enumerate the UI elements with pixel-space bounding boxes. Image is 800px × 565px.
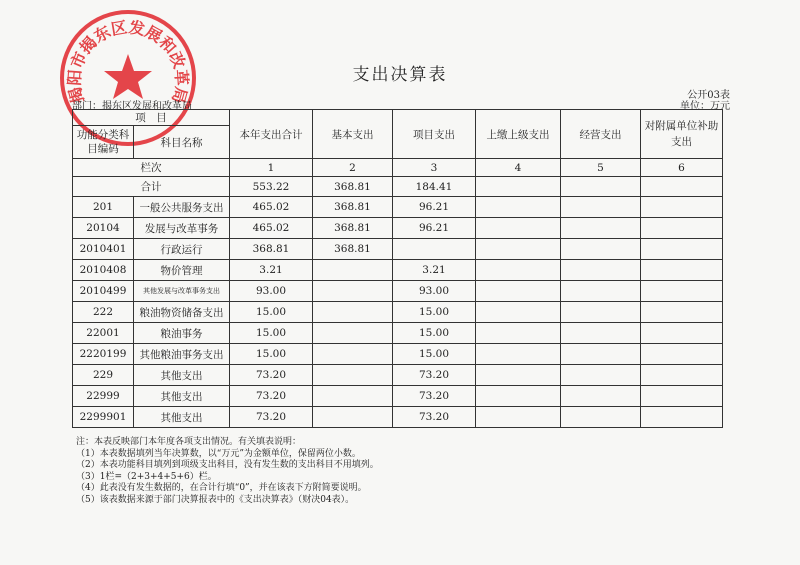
row-code: 2010499 — [73, 281, 134, 302]
table-row — [73, 407, 723, 428]
total-label: 合计 — [73, 177, 230, 197]
row-name: 其他发展与改革事务支出 — [134, 281, 230, 302]
row-value: 73.20 — [230, 386, 313, 407]
col-number: 5 — [561, 159, 641, 177]
seal-text: 揭阳市揭东区发展和改革局 — [64, 17, 192, 106]
row-value: 465.02 — [230, 218, 313, 239]
row-value: 15.00 — [230, 302, 313, 323]
table-row — [73, 239, 723, 260]
row-value — [641, 365, 723, 386]
row-name: 其他支出 — [134, 386, 230, 407]
total-cell: 553.22 — [230, 177, 313, 197]
note-line: （3）1栏=（2+3+4+5+6）栏。 — [76, 471, 217, 482]
row-value — [561, 323, 641, 344]
table-row — [73, 260, 723, 281]
row-name: 其他粮油事务支出 — [134, 344, 230, 365]
row-value — [313, 302, 393, 323]
row-value: 368.81 — [313, 197, 393, 218]
row-value: 73.20 — [393, 407, 476, 428]
row-value: 3.21 — [230, 260, 313, 281]
row-value — [641, 218, 723, 239]
row-value — [476, 344, 561, 365]
row-value — [476, 323, 561, 344]
row-value — [476, 302, 561, 323]
row-value: 93.00 — [393, 281, 476, 302]
total-row — [73, 177, 723, 197]
note-line: 注：本表反映部门本年度各项支出情况。有关填表说明： — [76, 437, 302, 447]
col-number: 3 — [393, 159, 476, 177]
row-value — [313, 344, 393, 365]
note-line: （5）该表数据来源于部门决算报表中的《支出决算表》（财决04表）。 — [76, 494, 355, 505]
row-value — [476, 386, 561, 407]
header-col-4: 上缴上级支出 — [476, 110, 561, 159]
row-value — [561, 197, 641, 218]
row-value — [641, 302, 723, 323]
row-value: 93.00 — [230, 281, 313, 302]
row-value — [561, 239, 641, 260]
total-cell — [561, 177, 641, 197]
row-value: 73.20 — [230, 365, 313, 386]
page-title: 支出决算表 — [352, 65, 448, 85]
unit-label: 单位：万元 — [680, 101, 730, 112]
table-row — [73, 365, 723, 386]
row-value — [641, 344, 723, 365]
header-col-5: 经营支出 — [561, 110, 641, 159]
row-value: 96.21 — [393, 218, 476, 239]
row-code: 2299901 — [73, 407, 134, 428]
row-value — [313, 323, 393, 344]
col-number: 4 — [476, 159, 561, 177]
table-row — [73, 218, 723, 239]
row-value — [641, 407, 723, 428]
row-value — [476, 239, 561, 260]
row-value — [561, 344, 641, 365]
row-code: 2010408 — [73, 260, 134, 281]
row-code: 222 — [73, 302, 134, 323]
row-value — [313, 281, 393, 302]
row-value — [393, 239, 476, 260]
row-value — [561, 365, 641, 386]
header-item: 项 目 — [73, 110, 230, 126]
note-line: （1）本表数据填列当年决算数，以“万元”为金额单位，保留两位小数。 — [76, 448, 361, 459]
table-row — [73, 302, 723, 323]
row-value: 73.20 — [393, 365, 476, 386]
row-value: 3.21 — [393, 260, 476, 281]
department-label: 部门：揭东区发展和改革局 — [72, 101, 192, 112]
row-value — [641, 260, 723, 281]
row-value — [476, 197, 561, 218]
header-col-1: 本年支出合计 — [230, 110, 313, 159]
row-value: 96.21 — [393, 197, 476, 218]
row-value: 465.02 — [230, 197, 313, 218]
note-line: （2）本表功能科目填列到项级支出科目，没有发生数的支出科目不用填列。 — [76, 460, 379, 471]
col-number: 2 — [313, 159, 393, 177]
row-value — [313, 260, 393, 281]
expenditure-table — [72, 109, 723, 428]
col-number-label: 栏次 — [73, 159, 230, 177]
row-code: 20104 — [73, 218, 134, 239]
table-row — [73, 197, 723, 218]
header-col-3: 项目支出 — [393, 110, 476, 159]
row-value — [641, 386, 723, 407]
col-number: 1 — [230, 159, 313, 177]
header-name: 科目名称 — [134, 126, 230, 159]
table-notes — [76, 437, 379, 507]
row-value: 15.00 — [393, 323, 476, 344]
form-number: 公开03表 — [687, 90, 730, 101]
row-name: 其他支出 — [134, 365, 230, 386]
col-number: 6 — [641, 159, 723, 177]
row-code: 2220199 — [73, 344, 134, 365]
row-code: 22999 — [73, 386, 134, 407]
row-value: 15.00 — [230, 344, 313, 365]
row-value: 368.81 — [230, 239, 313, 260]
row-value: 15.00 — [393, 302, 476, 323]
total-cell: 368.81 — [313, 177, 393, 197]
row-value — [476, 281, 561, 302]
row-value: 15.00 — [393, 344, 476, 365]
row-value — [476, 407, 561, 428]
row-value — [476, 218, 561, 239]
row-value — [561, 302, 641, 323]
note-line: （4）此表没有发生数据的，在合计行填“0”，并在该表下方附简要说明。 — [76, 483, 367, 494]
row-name: 发展与改革事务 — [134, 218, 230, 239]
row-name: 其他支出 — [134, 407, 230, 428]
row-value — [641, 281, 723, 302]
total-cell — [641, 177, 723, 197]
row-value — [561, 281, 641, 302]
row-value — [561, 260, 641, 281]
row-value — [561, 407, 641, 428]
row-value — [313, 365, 393, 386]
table-row — [73, 323, 723, 344]
row-value — [313, 407, 393, 428]
row-code: 229 — [73, 365, 134, 386]
row-value — [476, 365, 561, 386]
row-value — [641, 239, 723, 260]
row-value: 73.20 — [393, 386, 476, 407]
row-value: 368.81 — [313, 239, 393, 260]
row-value — [561, 218, 641, 239]
header-col-6: 对附属单位补助支出 — [641, 110, 723, 159]
row-code: 2010401 — [73, 239, 134, 260]
row-value — [641, 323, 723, 344]
table-row — [73, 344, 723, 365]
row-value — [313, 386, 393, 407]
row-name: 粮油事务 — [134, 323, 230, 344]
row-name: 物价管理 — [134, 260, 230, 281]
row-value: 73.20 — [230, 407, 313, 428]
row-value — [476, 260, 561, 281]
row-name: 行政运行 — [134, 239, 230, 260]
header-code: 功能分类科目编码 — [73, 126, 134, 159]
row-name: 一般公共服务支出 — [134, 197, 230, 218]
table-row — [73, 281, 723, 302]
row-name: 粮油物资储备支出 — [134, 302, 230, 323]
row-value — [641, 197, 723, 218]
total-cell — [476, 177, 561, 197]
header-col-2: 基本支出 — [313, 110, 393, 159]
row-code: 201 — [73, 197, 134, 218]
table-row — [73, 386, 723, 407]
row-value: 15.00 — [230, 323, 313, 344]
row-value: 368.81 — [313, 218, 393, 239]
row-code: 22001 — [73, 323, 134, 344]
row-value — [561, 386, 641, 407]
total-cell: 184.41 — [393, 177, 476, 197]
